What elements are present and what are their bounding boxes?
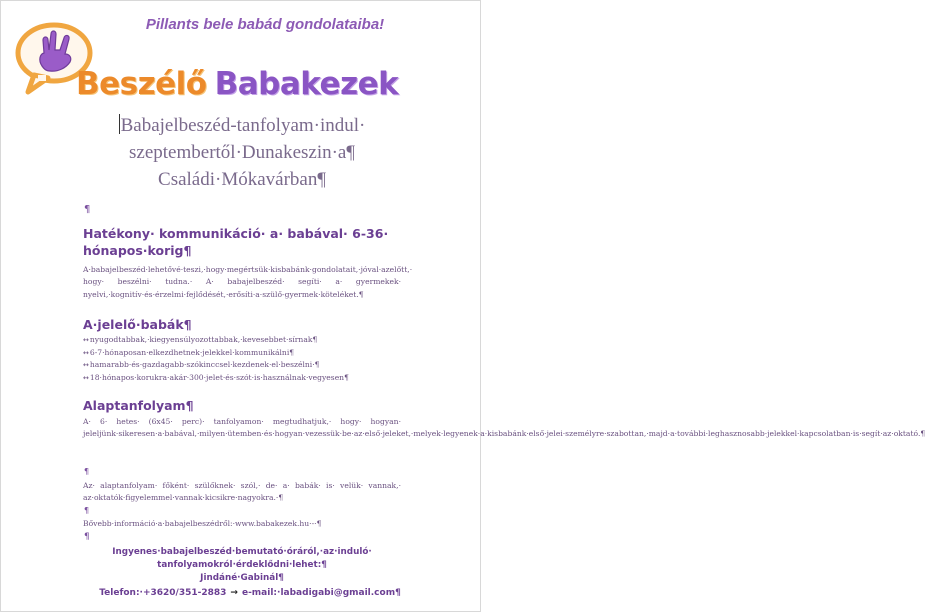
double-arrow-icon: ↔	[83, 336, 89, 344]
right-arrow-icon: →	[230, 588, 238, 598]
email-address[interactable]: e-mail:·labadigabi@gmail.com¶	[241, 588, 401, 598]
list-item: ↔18·hónapos·korukra·akár·300·jelet·és·szót·is·használnak·vegyesen¶	[83, 372, 349, 382]
section-heading-communication: Hatékony· kommunikáció· a· babával· 6-36· hónapos·korig¶	[83, 226, 389, 258]
section-body-communication: A·babajelbeszéd·lehetővé·teszi,·hogy·megértsük·kisbabánk·gondolatait,·jóval·azelőtt,· hogy· beszélni· tudna.· A· babajelbeszéd· segíti· a· gyermekek· nyelvi,·kognitív·és·érzelmi·fejlődését,·erősíti·a·szülő-gyermek·köteléket.¶	[83, 265, 413, 299]
list-item: ↔hamarabb·és·gazdagabb·szókinccsel·kezdenek·el·beszélni·¶	[83, 360, 320, 370]
phone-number: Telefon:·+3620/351-2883	[99, 588, 227, 598]
double-arrow-icon: ↔	[83, 361, 89, 370]
headline-line-2: szeptembertől·Dunakeszin·a¶	[129, 142, 355, 163]
logo-word-beszelo: Beszélő	[76, 66, 207, 102]
tagline: Pillants bele babád gondolataiba!	[145, 16, 385, 33]
list-item: ↔6-7·hónaposan·elkezdhetnek·jelekkel·kommunikálni¶	[83, 347, 295, 357]
logo-word-babakezek: Babakezek	[214, 66, 399, 102]
section-body-basic-course: A· 6· hetes· (6x45· perc)· tanfolyamon· megtudhatjuk,· hogy· hogyan· jeleljünk·sikeresen·a·babával,·milyen·ütemben·és·hogyan·vezessük·be·az·első·jeleket,·melyek·legyenek·a·kisbabánk·első·jelei·személyre·szabottan,·majd·a·további·leghasznosabb·jelekkel·kapcsolatban·is·segít·az·oktató.¶	[83, 417, 925, 439]
empty-paragraph-mark: ¶	[84, 532, 90, 542]
headline-line-3: Családi·Mókavárban¶	[158, 169, 326, 190]
logo-wordmark	[76, 66, 399, 112]
section-heading-signing-babies: A·jelelő·babák¶	[83, 317, 192, 332]
empty-paragraph-mark: ¶	[84, 467, 90, 476]
double-arrow-icon: ↔	[83, 348, 89, 357]
bullet-list-benefits	[83, 334, 403, 384]
contact-line	[40, 588, 460, 598]
section-heading-basic-course: Alaptanfolyam¶	[83, 398, 194, 413]
footer-contact-info: Ingyenes·babajelbeszéd·bemutató·óráról,·az·induló· tanfolyamokról·érdeklődni·lehet:¶ Jindáné·Gabinál¶	[112, 547, 372, 583]
headline-line-1: Babajelbeszéd-tanfolyam·indul·	[120, 115, 366, 136]
empty-paragraph-mark: ¶	[84, 204, 91, 215]
text-cursor	[119, 114, 120, 134]
more-info-line: Bővebb·információ·a·babajelbeszédről:·www.babakezek.hu·-·¶	[83, 519, 322, 528]
list-item: ↔nyugodtabbak,·kiegyensúlyozottabbak,·kevesebbet·sírnak¶	[83, 335, 318, 344]
section-body-audience: Az· alaptanfolyam· főként· szülőknek· szól,· de· a· babák· is· velük· vannak,· az·oktatók·figyelemmel·vannak·kicsikre·nagyokra.·¶	[83, 481, 401, 503]
document-headline[interactable]	[82, 112, 402, 193]
empty-paragraph-mark: ¶	[84, 506, 90, 515]
double-arrow-icon: ↔	[83, 373, 89, 382]
